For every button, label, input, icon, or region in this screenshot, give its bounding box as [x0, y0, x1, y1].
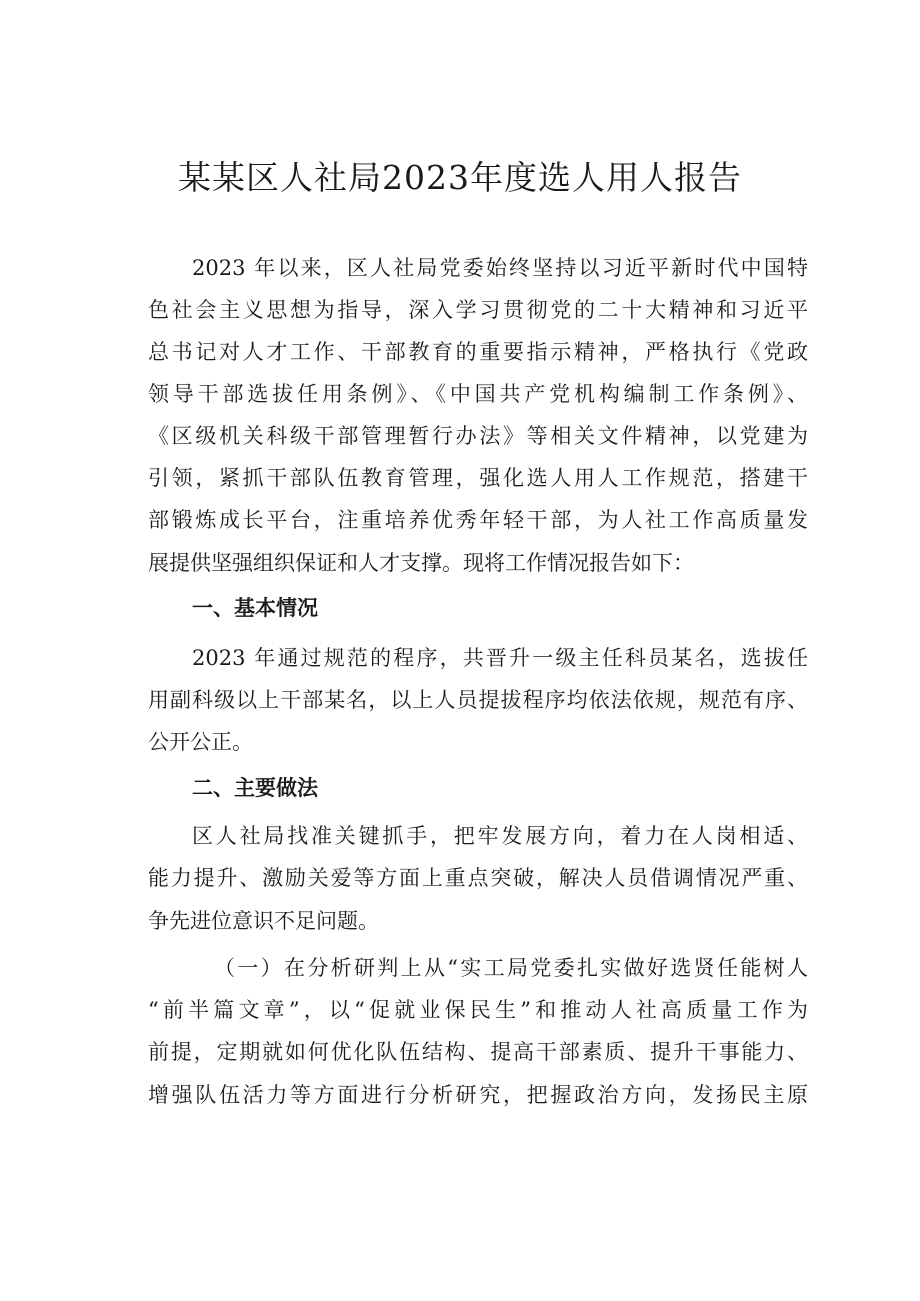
intro-line: 引领，紧抓干部队伍教育管理，强化选人用人工作规范，搭建干 — [148, 466, 808, 490]
intro-line: 2023 年以来，区人社局党委始终坚持以习近平新时代中国特 — [192, 256, 808, 280]
section1-line: 用副科级以上干部某名，以上人员提拔程序均依法依规，规范有序、 — [148, 688, 808, 712]
intro-line: 总书记对人才工作、干部教育的重要指示精神，严格执行《党政 — [148, 340, 808, 364]
subsection1-line: 增强队伍活力等方面进行分析研究，把握政治方向，发扬民主原 — [148, 1083, 808, 1107]
section1-line: 2023 年通过规范的程序，共晋升一级主任科员某名，选拔任 — [192, 646, 808, 670]
section1-line: 公开公正。 — [148, 730, 253, 754]
intro-line: 领导干部选拔任用条例》、《中国共产党机构编制工作条例》、 — [148, 382, 808, 406]
subsection1-line: （一）在分析研判上从“实工局党委扎实做好选贤任能树人 — [214, 956, 808, 980]
intro-line: 展提供坚强组织保证和人才支撑。现将工作情况报告如下： — [148, 551, 694, 575]
section2-line: 能力提升、激励关爱等方面上重点突破，解决人员借调情况严重、 — [148, 866, 808, 890]
subsection1-line: 前提，定期就如何优化队伍结构、提高干部素质、提升干事能力、 — [148, 1040, 808, 1064]
section2-line: 区人社局找准关键抓手，把牢发展方向，着力在人岗相适、 — [192, 824, 808, 848]
subsection1-line: “前半篇文章”，以“促就业保民生”和推动人社高质量工作为 — [148, 998, 808, 1022]
document-title: 某某区人社局2023年度选人用人报告 — [178, 158, 742, 197]
section2-line: 争先进位意识不足问题。 — [148, 909, 379, 933]
intro-line: 《区级机关科级干部管理暂行办法》等相关文件精神，以党建为 — [148, 424, 808, 448]
intro-line: 部锻炼成长平台，注重培养优秀年轻干部，为人社工作高质量发 — [148, 508, 808, 532]
section-heading-practices: 二、主要做法 — [192, 776, 318, 800]
section-heading-basic: 一、基本情况 — [192, 596, 318, 620]
intro-line: 色社会主义思想为指导，深入学习贯彻党的二十大精神和习近平 — [148, 298, 808, 322]
